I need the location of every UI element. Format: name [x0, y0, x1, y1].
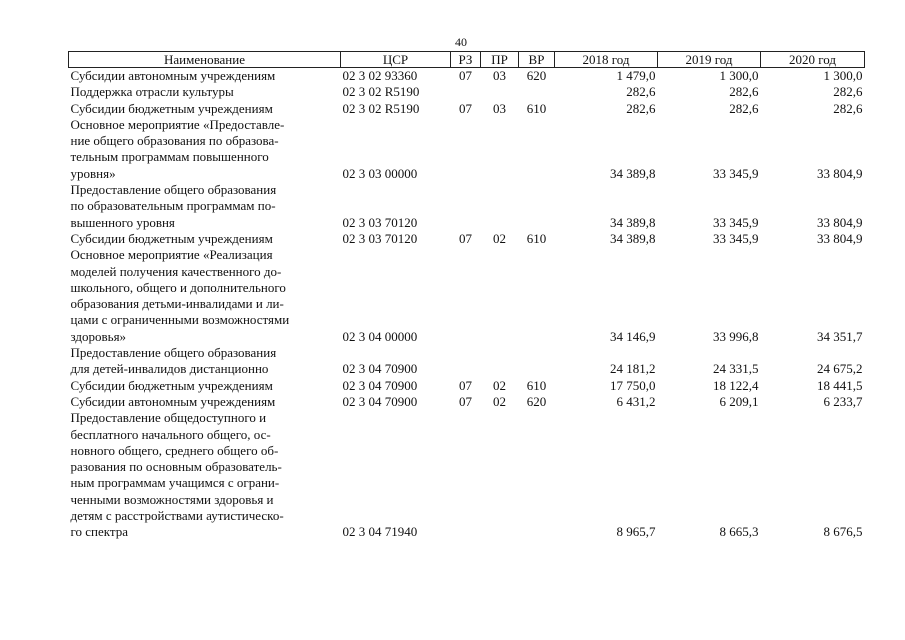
- cell-vr: [519, 410, 555, 540]
- header-2020: 2020 год: [761, 52, 865, 68]
- row-name-line: Поддержка отрасли культуры: [70, 84, 234, 100]
- row-name: [69, 117, 341, 182]
- cell-y2020: 24 675,2: [817, 361, 863, 377]
- cell-y2018: 24 181,2: [610, 361, 656, 377]
- cell-csr: 02 3 02 R5190: [342, 100, 420, 116]
- row-name-line: для детей-инвалидов дистанционно: [70, 361, 269, 377]
- cell-vr: 620: [526, 393, 547, 409]
- cell-vr: 610: [526, 100, 547, 116]
- cell-vr: [519, 117, 555, 182]
- row-name: [69, 345, 341, 378]
- row-name-line: бесплатного начального общего, ос-: [70, 426, 271, 442]
- cell-y2019: 282,6: [729, 100, 759, 116]
- table-row: [69, 68, 865, 85]
- header-rz: РЗ: [451, 52, 481, 68]
- budget-table: [68, 51, 865, 541]
- cell-pr: 02: [493, 230, 506, 246]
- cell-y2018: 34 389,8: [610, 165, 656, 181]
- row-name-line: Предоставление общедоступного и: [70, 410, 267, 426]
- table-row: [69, 117, 865, 182]
- row-name-line: детям с расстройствами аутистическо-: [70, 508, 284, 524]
- cell-y2018: 34 389,8: [610, 230, 656, 246]
- row-name: [69, 410, 341, 540]
- cell-csr: 02 3 04 70900: [342, 377, 418, 393]
- row-name-line: Основное мероприятие «Предоставле-: [70, 116, 285, 132]
- row-name-line: Предоставление общего образования: [70, 182, 277, 198]
- cell-y2019: 6 209,1: [719, 393, 759, 409]
- row-name-line: Субсидии автономным учреждениям: [70, 393, 276, 409]
- cell-y2019: 33 345,9: [713, 165, 759, 181]
- cell-y2020: 282,6: [833, 84, 863, 100]
- row-name: [69, 394, 341, 410]
- row-name-line: образования детьми-инвалидами и ли-: [70, 296, 284, 312]
- row-name-line: тельным программам повышенного: [70, 149, 269, 165]
- cell-vr: [519, 345, 555, 378]
- cell-pr: [481, 117, 519, 182]
- row-name-line: здоровья»: [70, 328, 127, 344]
- cell-csr: 02 3 03 70120: [342, 230, 418, 246]
- row-name: [69, 182, 341, 231]
- row-name-line: вышенного уровня: [70, 214, 175, 230]
- row-name-line: моделей получения качественного до-: [70, 263, 282, 279]
- row-name-line: Субсидии бюджетным учреждениям: [70, 230, 273, 246]
- cell-y2020: 34 351,7: [817, 328, 863, 344]
- cell-csr: 02 3 04 70900: [342, 393, 418, 409]
- cell-rz: [451, 84, 481, 100]
- cell-csr: 02 3 04 71940: [342, 524, 418, 540]
- cell-rz: 07: [459, 100, 472, 116]
- cell-csr: 02 3 02 R5190: [342, 84, 420, 100]
- cell-pr: [481, 345, 519, 378]
- row-name-line: ченными возможностями здоровья и: [70, 491, 274, 507]
- header-pr: ПР: [481, 52, 519, 68]
- table-body: [69, 68, 865, 541]
- cell-y2020: 8 676,5: [823, 524, 863, 540]
- table-row: [69, 378, 865, 394]
- cell-pr: 02: [493, 393, 506, 409]
- cell-rz: [451, 410, 481, 540]
- cell-y2019: 18 122,4: [713, 377, 759, 393]
- row-name-line: цами с ограниченными возможностями: [70, 312, 290, 328]
- table-row: [69, 247, 865, 345]
- table-header-row: [69, 52, 865, 68]
- cell-vr: [519, 84, 555, 100]
- cell-vr: 620: [526, 68, 547, 83]
- row-name: [69, 101, 341, 117]
- cell-vr: 610: [526, 377, 547, 393]
- header-name: Наименование: [69, 52, 341, 68]
- cell-rz: [451, 182, 481, 231]
- cell-y2018: 34 389,8: [610, 214, 656, 230]
- row-name-line: Субсидии бюджетным учреждениям: [70, 100, 273, 116]
- cell-y2018: 282,6: [626, 84, 656, 100]
- table-row: [69, 345, 865, 378]
- cell-pr: [481, 84, 519, 100]
- cell-y2019: 24 331,5: [713, 361, 759, 377]
- cell-rz: [451, 117, 481, 182]
- cell-rz: 07: [459, 230, 472, 246]
- row-name-line: по образовательным программам по-: [70, 198, 276, 214]
- row-name: [69, 68, 341, 85]
- page-number: 40: [455, 35, 467, 49]
- cell-rz: [451, 345, 481, 378]
- cell-y2019: 33 345,9: [713, 214, 759, 230]
- cell-vr: 610: [526, 230, 547, 246]
- cell-y2018: 8 965,7: [616, 524, 656, 540]
- cell-rz: [451, 247, 481, 345]
- cell-rz: 07: [459, 68, 472, 83]
- row-name: [69, 247, 341, 345]
- cell-y2019: 282,6: [729, 84, 759, 100]
- row-name-line: ние общего образования по образова-: [70, 133, 279, 149]
- cell-csr: 02 3 03 70120: [342, 214, 418, 230]
- header-csr: ЦСР: [341, 52, 451, 68]
- table-row: [69, 101, 865, 117]
- row-name-line: го спектра: [70, 524, 129, 540]
- row-name-line: ным программам учащимся с ограни-: [70, 475, 280, 491]
- row-name-line: разования по основным образователь-: [70, 459, 282, 475]
- cell-y2020: 18 441,5: [817, 377, 863, 393]
- row-name-line: Субсидии автономным учреждениям: [70, 68, 276, 83]
- cell-y2018: 6 431,2: [616, 393, 656, 409]
- row-name: [69, 84, 341, 100]
- cell-y2018: 1 479,0: [616, 68, 656, 83]
- row-name: [69, 378, 341, 394]
- cell-csr: 02 3 04 00000: [342, 328, 418, 344]
- cell-pr: [481, 247, 519, 345]
- row-name-line: школьного, общего и дополнительного: [70, 279, 286, 295]
- cell-pr: [481, 182, 519, 231]
- row-name-line: новного общего, среднего общего об-: [70, 442, 279, 458]
- cell-y2019: 33 996,8: [713, 328, 759, 344]
- header-2019: 2019 год: [658, 52, 761, 68]
- cell-csr: 02 3 04 70900: [342, 361, 418, 377]
- row-name-line: Предоставление общего образования: [70, 345, 277, 361]
- cell-y2020: 33 804,9: [817, 214, 863, 230]
- header-2018: 2018 год: [555, 52, 658, 68]
- table-row: [69, 410, 865, 540]
- cell-y2019: 1 300,0: [719, 68, 759, 83]
- cell-y2020: 33 804,9: [817, 230, 863, 246]
- cell-rz: 07: [459, 377, 472, 393]
- cell-y2018: 282,6: [626, 100, 656, 116]
- cell-rz: 07: [459, 393, 472, 409]
- cell-y2020: 282,6: [833, 100, 863, 116]
- table-row: [69, 231, 865, 247]
- cell-y2020: 6 233,7: [823, 393, 863, 409]
- table-row: [69, 84, 865, 100]
- table-row: [69, 394, 865, 410]
- cell-y2018: 17 750,0: [610, 377, 656, 393]
- cell-y2018: 34 146,9: [610, 328, 656, 344]
- table-row: [69, 182, 865, 231]
- header-vr: ВР: [519, 52, 555, 68]
- cell-pr: 03: [493, 68, 506, 83]
- cell-y2019: 33 345,9: [713, 230, 759, 246]
- row-name-line: уровня»: [70, 165, 116, 181]
- row-name: [69, 231, 341, 247]
- cell-y2019: 8 665,3: [719, 524, 759, 540]
- cell-pr: [481, 410, 519, 540]
- cell-vr: [519, 247, 555, 345]
- cell-pr: 02: [493, 377, 506, 393]
- cell-pr: 03: [493, 100, 506, 116]
- cell-csr: 02 3 03 00000: [342, 165, 418, 181]
- cell-vr: [519, 182, 555, 231]
- row-name-line: Основное мероприятие «Реализация: [70, 247, 273, 263]
- cell-y2020: 1 300,0: [823, 68, 863, 83]
- cell-y2020: 33 804,9: [817, 165, 863, 181]
- cell-csr: 02 3 02 93360: [342, 68, 418, 83]
- row-name-line: Субсидии бюджетным учреждениям: [70, 377, 273, 393]
